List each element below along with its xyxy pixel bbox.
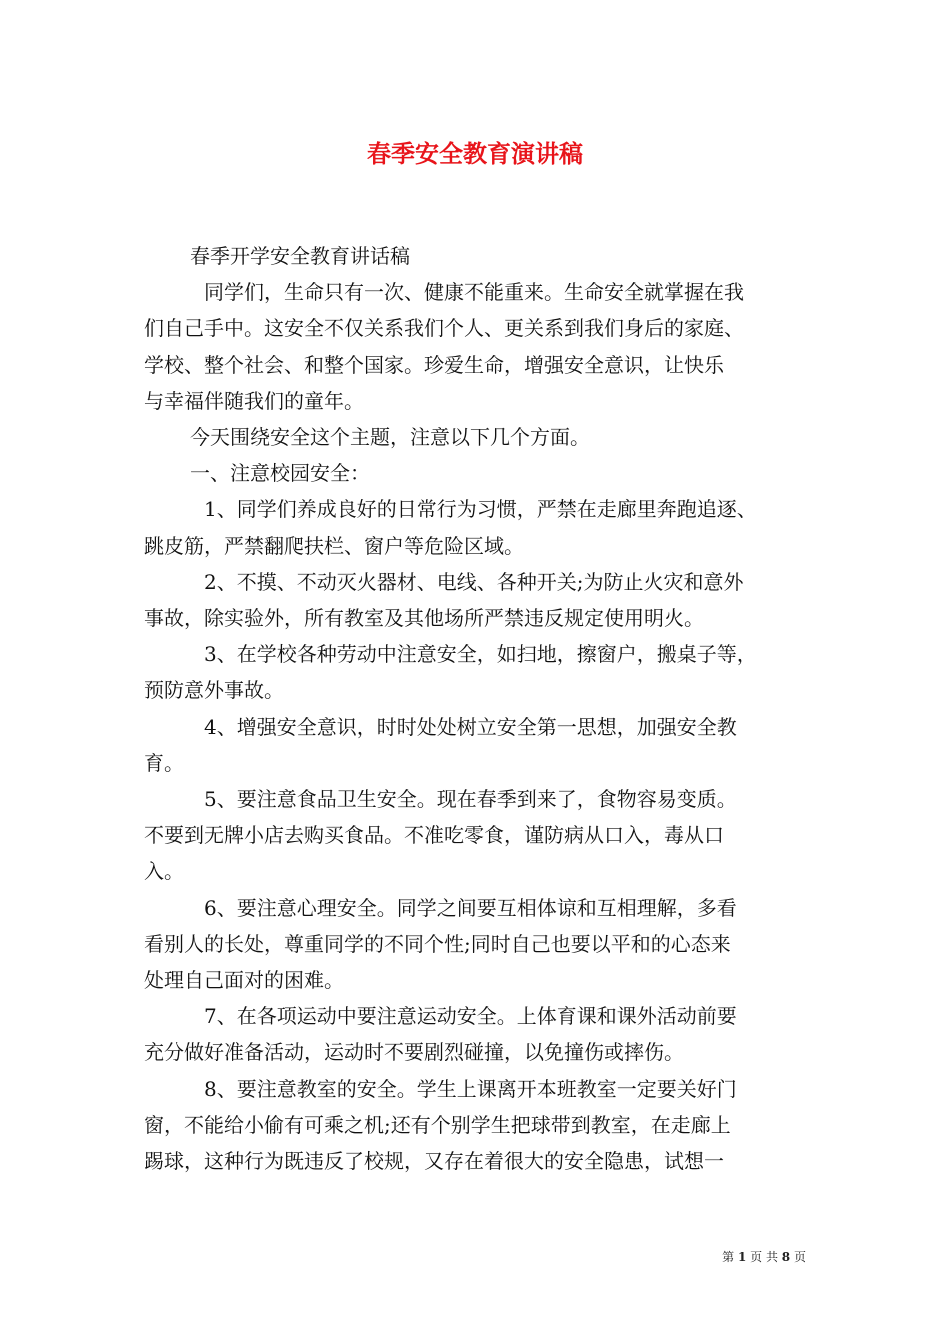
body-line: 事故，除实验外，所有教室及其他场所严禁违反规定使用明火。: [144, 606, 704, 631]
body-line: 跳皮筋，严禁翻爬扶栏、窗户等危险区域。: [144, 533, 524, 558]
body-line: 与幸福伴随我们的童年。: [144, 388, 364, 413]
body-line: 同学们，生命只有一次、健康不能重来。生命安全就掌握在我: [204, 280, 744, 305]
document-title: 春季安全教育演讲稿: [367, 139, 583, 168]
body-line: 看别人的长处，尊重同学的不同个性;同时自己也要以平和的心态来: [144, 931, 731, 956]
page-total-number: 8: [781, 1250, 791, 1264]
body-line: 不要到无牌小店去购买食品。不准吃零食，谨防病从口入，毒从口: [144, 823, 724, 848]
body-line: 充分做好准备活动，运动时不要剧烈碰撞，以免撞伤或摔伤。: [144, 1040, 684, 1065]
body-line: 8、要注意教室的安全。学生上课离开本班教室一定要关好门: [204, 1076, 737, 1101]
body-line: 窗，不能给小偷有可乘之机;还有个别学生把球带到教室，在走廊上: [144, 1112, 731, 1137]
body-line: 1、同学们养成良好的日常行为习惯，严禁在走廊里奔跑追逐、: [204, 497, 757, 522]
body-line: 预防意外事故。: [144, 678, 284, 703]
body-line: 踢球，这种行为既违反了校规，又存在着很大的安全隐患，试想一: [144, 1149, 724, 1174]
page-middle: 页 共: [750, 1250, 778, 1264]
body-line: 们自己手中。这安全不仅关系我们个人、更关系到我们身后的家庭、: [144, 316, 744, 341]
body-line: 3、在学校各种劳动中注意安全，如扫地，擦窗户，搬桌子等，: [204, 642, 757, 667]
body-line: 入。: [144, 859, 184, 884]
body-line: 春季开学安全教育讲话稿: [190, 244, 410, 268]
body-line: 学校、整个社会、和整个国家。珍爱生命，增强安全意识，让快乐: [144, 352, 724, 377]
page-prefix: 第: [722, 1250, 735, 1264]
document-body: [144, 238, 812, 1179]
body-line: 处理自己面对的困难。: [144, 968, 344, 993]
body-line: 7、在各项运动中要注意运动安全。上体育课和课外活动前要: [204, 1004, 737, 1029]
body-line: 今天围绕安全这个主题，注意以下几个方面。: [190, 425, 590, 450]
page-suffix: 页: [793, 1250, 806, 1264]
body-line: 4、增强安全意识，时时处处树立安全第一思想，加强安全教: [204, 714, 737, 739]
page-current-number: 1: [737, 1250, 747, 1264]
body-line: 6、要注意心理安全。同学之间要互相体谅和互相理解，多看: [204, 895, 737, 920]
body-line: 一、注意校园安全：: [190, 461, 370, 486]
body-line: 2、不摸、不动灭火器材、电线、各种开关;为防止火灾和意外: [204, 569, 744, 594]
body-line: 5、要注意食品卫生安全。现在春季到来了，食物容易变质。: [204, 787, 737, 812]
page-footer: [722, 1248, 806, 1265]
body-line: 育。: [144, 750, 184, 775]
